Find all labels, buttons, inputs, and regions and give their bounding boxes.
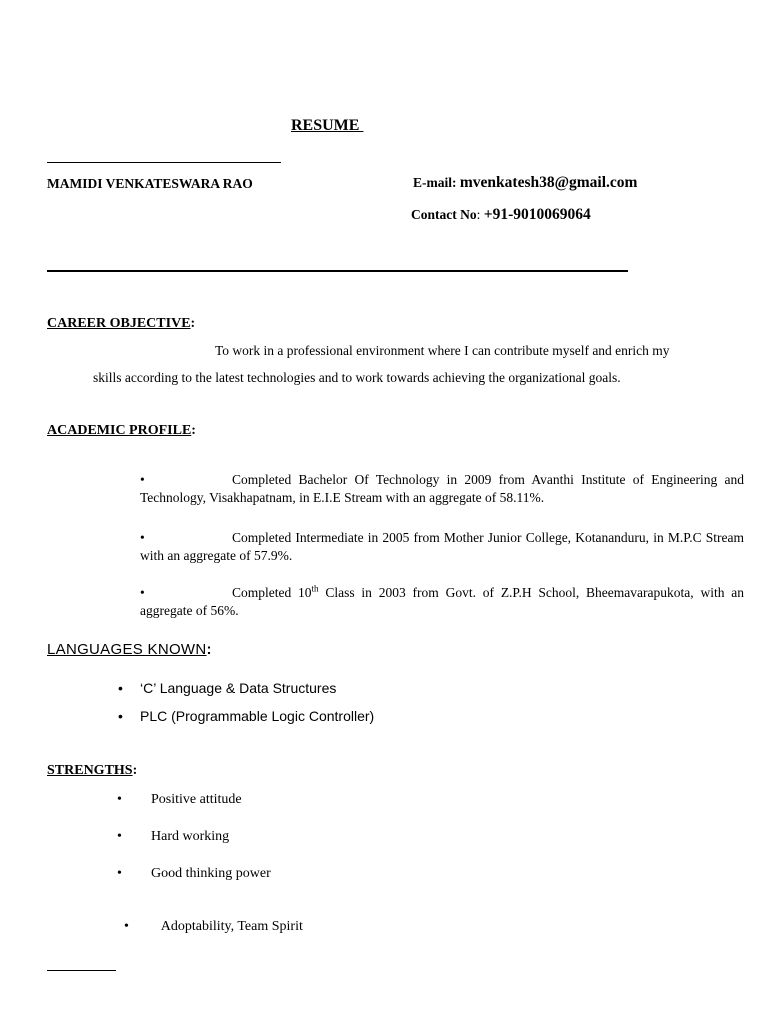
- academic-item: [140, 471, 744, 507]
- career-objective-colon: :: [190, 316, 196, 331]
- bullet-icon: •: [140, 472, 145, 487]
- candidate-name: MAMIDI VENKATESWARA RAO: [47, 176, 253, 191]
- strength-item-text: Adoptability, Team Spirit: [158, 919, 303, 934]
- name-underline: [47, 162, 281, 163]
- strength-item-text: Good thinking power: [151, 866, 271, 881]
- bullet-icon: •: [118, 680, 123, 696]
- career-objective-heading-text: CAREER OBJECTIVE: [47, 316, 191, 331]
- bullet-icon: •: [140, 530, 145, 545]
- academic-profile-heading-text: ACADEMIC PROFILE: [47, 423, 192, 438]
- academic-item-text-tail: Class in 2003 from Govt. of Z.P.H School, Bheemavarapukota, with an aggregate of 56%.: [140, 585, 744, 618]
- contact-label: Contact No: [411, 207, 477, 222]
- academic-item: [140, 584, 744, 620]
- bullet-icon: •: [124, 919, 129, 934]
- languages-known-colon: :: [206, 641, 212, 658]
- email-line: [413, 174, 637, 192]
- bullet-icon: •: [140, 585, 145, 600]
- email-value: mvenkatesh38@gmail.com: [459, 174, 638, 191]
- languages-known-heading-text: LANGUAGES KNOWN: [47, 641, 207, 658]
- list-item: [118, 680, 336, 696]
- list-item: [117, 792, 242, 808]
- resume-title: RESUME: [291, 117, 364, 134]
- email-label: E-mail:: [413, 175, 457, 190]
- career-objective-line-2: skills according to the latest technologies and to work towards achieving the organizational goals.: [93, 370, 621, 385]
- academic-item-text: Completed 10: [232, 585, 312, 600]
- list-item: [117, 829, 229, 845]
- career-objective-line-1: To work in a professional environment where I can contribute myself and enrich my: [215, 343, 670, 358]
- career-objective-heading: [47, 316, 195, 332]
- strengths-colon: :: [132, 763, 138, 778]
- strengths-heading-text: STRENGTHS: [47, 763, 133, 778]
- bullet-icon: •: [117, 792, 122, 807]
- language-item-text: ‘C’ Language & Data Structures: [140, 680, 337, 696]
- bullet-icon: •: [117, 829, 122, 844]
- academic-item-superscript: th: [311, 583, 319, 594]
- header-divider: [47, 270, 628, 272]
- academic-profile-heading: [47, 423, 196, 439]
- footer-rule: [47, 970, 116, 971]
- academic-item: [140, 529, 744, 565]
- strengths-heading: [47, 763, 137, 779]
- contact-line: [411, 206, 591, 224]
- bullet-icon: •: [118, 708, 123, 724]
- bullet-icon: •: [117, 866, 122, 881]
- strength-item-text: Positive attitude: [151, 792, 242, 807]
- strength-item-text: Hard working: [151, 829, 230, 844]
- languages-known-heading: [47, 641, 212, 658]
- list-item: [118, 708, 374, 724]
- contact-value: +91-9010069064: [483, 206, 591, 223]
- academic-item-text: Completed Intermediate in 2005 from Mother Junior College, Kotananduru, in M.P.C Stream with an aggregate of 57.9%.: [140, 530, 744, 563]
- list-item: [117, 903, 303, 935]
- list-item: [117, 866, 271, 882]
- language-item-text: PLC (Programmable Logic Controller): [140, 708, 375, 724]
- academic-item-text: Completed Bachelor Of Technology in 2009 from Avanthi Institute of Engineering and Technology, Visakhapatnam, in E.I.E Stream with an aggregate of 58.11%.: [140, 472, 744, 505]
- contact-colon: :: [476, 207, 481, 222]
- academic-profile-colon: :: [191, 423, 196, 438]
